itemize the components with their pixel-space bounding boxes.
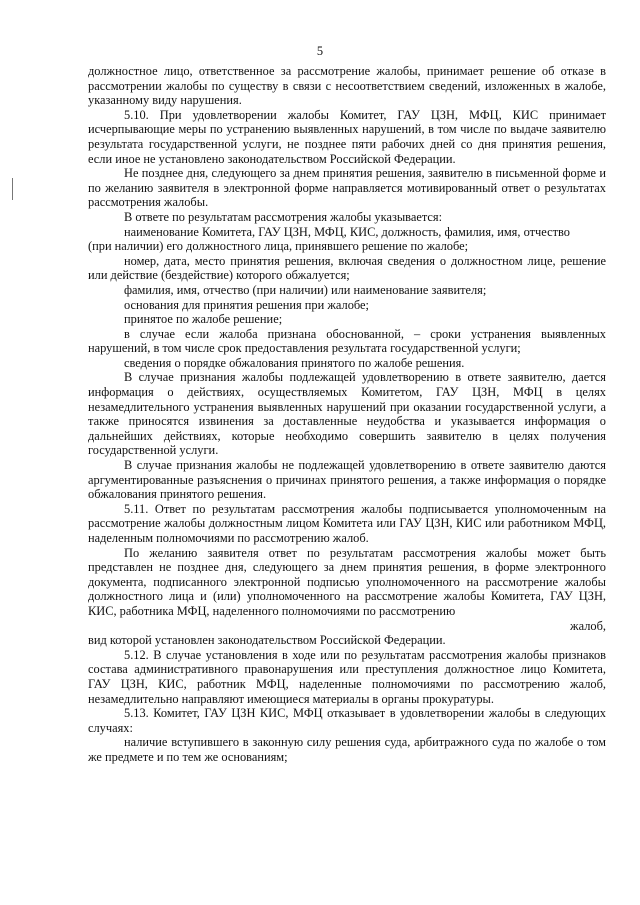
margin-mark [12, 178, 13, 200]
paragraph: номер, дата, место принятия решения, включая сведения о должностном лице, решение или действие (бездействие) которого обжалуется; [88, 253, 606, 283]
paragraph: основания для принятия решения при жалобе; [124, 297, 369, 312]
paragraph: в случае если жалоба признана обоснованной, – сроки устранения выявленных нарушений, в том числе срок предоставления результата государственной услуги; [88, 326, 606, 356]
document-body [88, 64, 606, 765]
paragraph: 5.10. При удовлетворении жалобы Комитет, ГАУ ЦЗН, МФЦ, КИС принимает исчерпывающие меры по устранению выявленных нарушений, в том числе по выдаче заявителю результата государственной услуги, не позднее пяти рабочих дней со дня принятия решения, если иное не установлено законодательством Российской Федерации. [88, 107, 606, 166]
paragraph: должностное лицо, ответственное за рассмотрение жалобы, принимает решение об отказе в рассмотрении жалобы по существу в связи с несоответствием сведений, изложенных в жалобе, указанному виду нарушения. [88, 64, 606, 108]
paragraph: 5.12. В случае установления в ходе или по результатам рассмотрения жалобы признаков состава административного правонарушения или преступления должностное лицо Комитета, ГАУ ЦЗН, КИС, работник МФЦ, наделенные полномочиями по рассмотрению жалоб, незамедлительно направляют имеющиеся материалы в органы прокуратуры. [88, 647, 606, 706]
paragraph: (при наличии) его должностного лица, принявшего решение по жалобе; [88, 239, 469, 254]
paragraph: наименование Комитета, ГАУ ЦЗН, МФЦ, КИС, должность, фамилия, имя, отчество [124, 224, 570, 239]
paragraph: В ответе по результатам рассмотрения жалобы указывается: [124, 209, 443, 224]
page-number: 5 [316, 44, 324, 58]
paragraph: принятое по жалобе решение; [124, 312, 283, 327]
paragraph: вид которой установлен законодательством Российской Федерации. [88, 633, 446, 648]
paragraph: фамилия, имя, отчество (при наличии) или наименование заявителя; [124, 282, 487, 297]
paragraph: 5.13. Комитет, ГАУ ЦЗН КИС, МФЦ отказывает в удовлетворении жалобы в следующих случаях: [88, 706, 606, 735]
paragraph: жалоб, [570, 618, 606, 633]
paragraph: По желанию заявителя ответ по результатам рассмотрения жалобы может быть представлен не позднее дня, следующего за днем принятия решения, в форме электронного документа, подписанного электронной подписью уполномоченного на рассмотрение жалобы должностного лица и (или) уполномоченного на рассмотрение жалобы Комитета, ГАУ ЦЗН, КИС, работника МФЦ, наделенного полномочиями по рассмотрению [88, 545, 606, 618]
paragraph: В случае признания жалобы не подлежащей удовлетворению в ответе заявителю даются аргументированные разъяснения о причинах принятого решения, а также информация о порядке обжалования принятого решения. [88, 458, 606, 502]
paragraph: 5.11. Ответ по результатам рассмотрения жалобы подписывается уполномоченным на рассмотрение жалобы должностным лицом Комитета или ГАУ ЦЗН, КИС или работником МФЦ, наделенным полномочиями по рассмотрению жалоб. [88, 501, 606, 545]
paragraph: сведения о порядке обжалования принятого по жалобе решения. [124, 355, 465, 370]
paragraph: В случае признания жалобы подлежащей удовлетворению в ответе заявителю, дается информация о действиях, осуществляемых Комитетом, ГАУ ЦЗН, МФЦ в целях незамедлительного устранения выявленных нарушений при оказании государственной услуги, а также приносятся извинения за доставленные неудобства и указывается информация о дальнейших действиях, которые необходимо совершить заявителю в целях получения государственной услуги. [88, 370, 606, 458]
paragraph: наличие вступившего в законную силу решения суда, арбитражного суда по жалобе о том же предмете и по тем же основаниям; [88, 735, 606, 764]
paragraph: Не позднее дня, следующего за днем принятия решения, заявителю в письменной форме и по желанию заявителя в электронной форме направляется мотивированный ответ о результатах рассмотрения жалобы. [88, 166, 606, 210]
